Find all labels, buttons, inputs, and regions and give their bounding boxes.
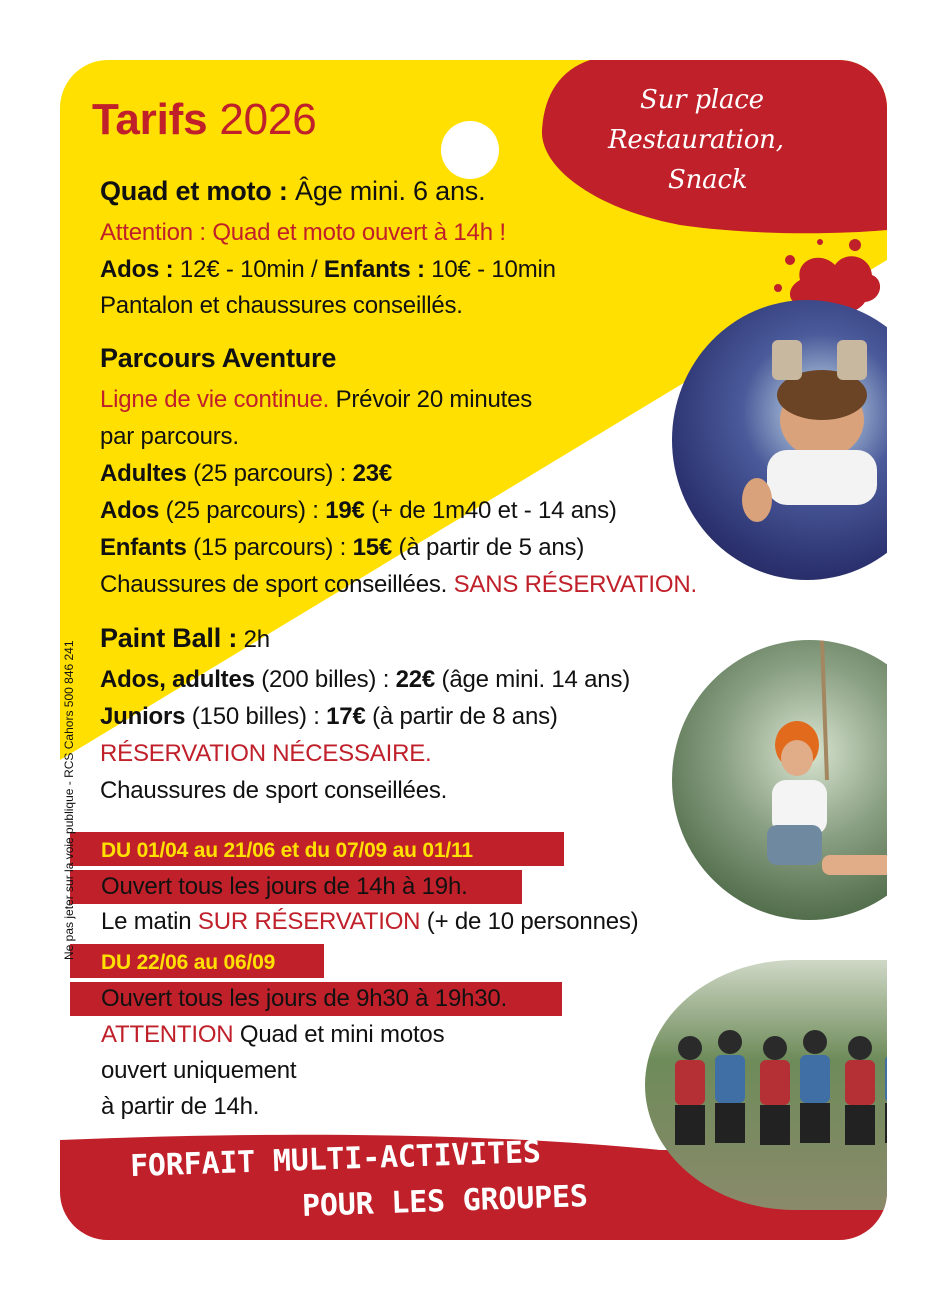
period1-morning-prefix: Le matin	[101, 908, 198, 935]
page-title	[92, 94, 316, 147]
period2-line2: ouvert uniquement	[101, 1057, 297, 1084]
period2-attention-label: ATTENTION	[101, 1021, 234, 1048]
quad-title: Quad et moto :	[100, 176, 288, 206]
bubble-line2: Restauration,	[608, 125, 784, 155]
parcours-shoes	[100, 571, 697, 600]
period2-line3: à partir de 14h.	[101, 1093, 260, 1120]
parcours-adultes-label: Adultes	[100, 460, 187, 487]
paintball-title: Paint Ball :	[100, 623, 238, 653]
parcours-enfants-price: 15€	[352, 534, 393, 561]
footer-line2: POUR LES GROUPES	[301, 1179, 589, 1224]
parcours-adultes-detail: (25 parcours) :	[186, 460, 353, 487]
paintball-adults-detail: (200 billes) :	[254, 666, 396, 693]
parcours-enfants-label: Enfants	[100, 534, 187, 561]
period2-hours: Ouvert tous les jours de 9h30 à 19h30.	[101, 985, 508, 1012]
quad-ados-price: 12€ - 10min /	[173, 256, 324, 283]
parcours-ligne: Ligne de vie continue.	[100, 386, 330, 413]
parcours-enfants-detail: (15 parcours) :	[186, 534, 353, 561]
parcours-prevoir: Prévoir 20 minutes	[329, 386, 533, 413]
period1-hours: Ouvert tous les jours de 14h à 19h.	[101, 873, 468, 900]
parcours-ados-detail: (25 parcours) :	[159, 497, 326, 524]
title-year: 2026	[219, 95, 317, 144]
period1-morning-red: SUR RÉSERVATION	[197, 908, 421, 935]
quad-title-line	[100, 175, 485, 207]
parcours-sans-reservation: SANS RÉSERVATION.	[453, 571, 697, 598]
paintball-adults-price: 22€	[395, 666, 436, 693]
parcours-ados	[100, 497, 617, 526]
paintball-title-line	[100, 622, 270, 655]
punch-hole	[441, 121, 499, 179]
paintball-adults-label: Ados, adultes	[100, 666, 255, 693]
parcours-ados-label: Ados	[100, 497, 160, 524]
paintball-juniors-extra: (à partir de 8 ans)	[365, 703, 558, 730]
paintball-shoes: Chaussures de sport conseillées.	[100, 777, 448, 804]
parcours-adultes-price: 23€	[352, 460, 393, 487]
period2-dates: DU 22/06 au 06/09	[101, 951, 276, 974]
paintball-adults	[100, 666, 630, 695]
period1-dates: DU 01/04 au 21/06 et du 07/09 au 01/11	[101, 839, 473, 862]
footer-line1: FORFAIT MULTI-ACTIVITÉS	[129, 1134, 542, 1185]
parcours-title: Parcours Aventure	[100, 343, 337, 373]
bubble-line1: Sur place	[640, 85, 764, 115]
paintball-juniors-detail: (150 billes) :	[185, 703, 327, 730]
quad-enfants-label: Enfants :	[323, 256, 425, 283]
parcours-enfants	[100, 534, 584, 563]
quad-ados-label: Ados :	[100, 256, 174, 283]
bubble-line3: Snack	[668, 165, 748, 195]
paintball-juniors-price: 17€	[326, 703, 366, 730]
paintball-juniors-label: Juniors	[100, 703, 186, 730]
quad-attention: Attention : Quad et moto ouvert à 14h !	[100, 219, 506, 246]
quad-advice: Pantalon et chaussures conseillés.	[100, 292, 463, 319]
parcours-ados-price: 19€	[325, 497, 365, 524]
period1-morning-suffix: (+ de 10 personnes)	[420, 908, 639, 935]
paintball-adults-extra: (âge mini. 14 ans)	[435, 666, 631, 693]
paintball-duration: 2h	[237, 626, 270, 653]
period1-morning	[101, 908, 638, 937]
quad-age: Âge mini. 6 ans.	[287, 176, 486, 206]
parcours-prevoir2: par parcours.	[100, 423, 239, 450]
paintball-juniors	[100, 703, 558, 732]
parcours-shoes-text: Chaussures de sport conseillées.	[100, 571, 454, 598]
quad-prices	[100, 256, 556, 285]
parcours-ligne-line	[100, 386, 532, 415]
legal-notice: Ne pas jeter sur la voie publique - RCS Cahors 500 846 241	[62, 640, 76, 960]
title-bold: Tarifs	[92, 95, 208, 144]
parcours-ados-extra: (+ de 1m40 et - 14 ans)	[364, 497, 617, 524]
parcours-enfants-extra: (à partir de 5 ans)	[392, 534, 585, 561]
period2-attention-text: Quad et mini motos	[233, 1021, 445, 1048]
quad-enfants-price: 10€ - 10min	[424, 256, 556, 283]
paintball-reservation: RÉSERVATION NÉCESSAIRE.	[100, 740, 432, 767]
parcours-adultes	[100, 460, 392, 489]
period2-attention	[101, 1021, 444, 1050]
